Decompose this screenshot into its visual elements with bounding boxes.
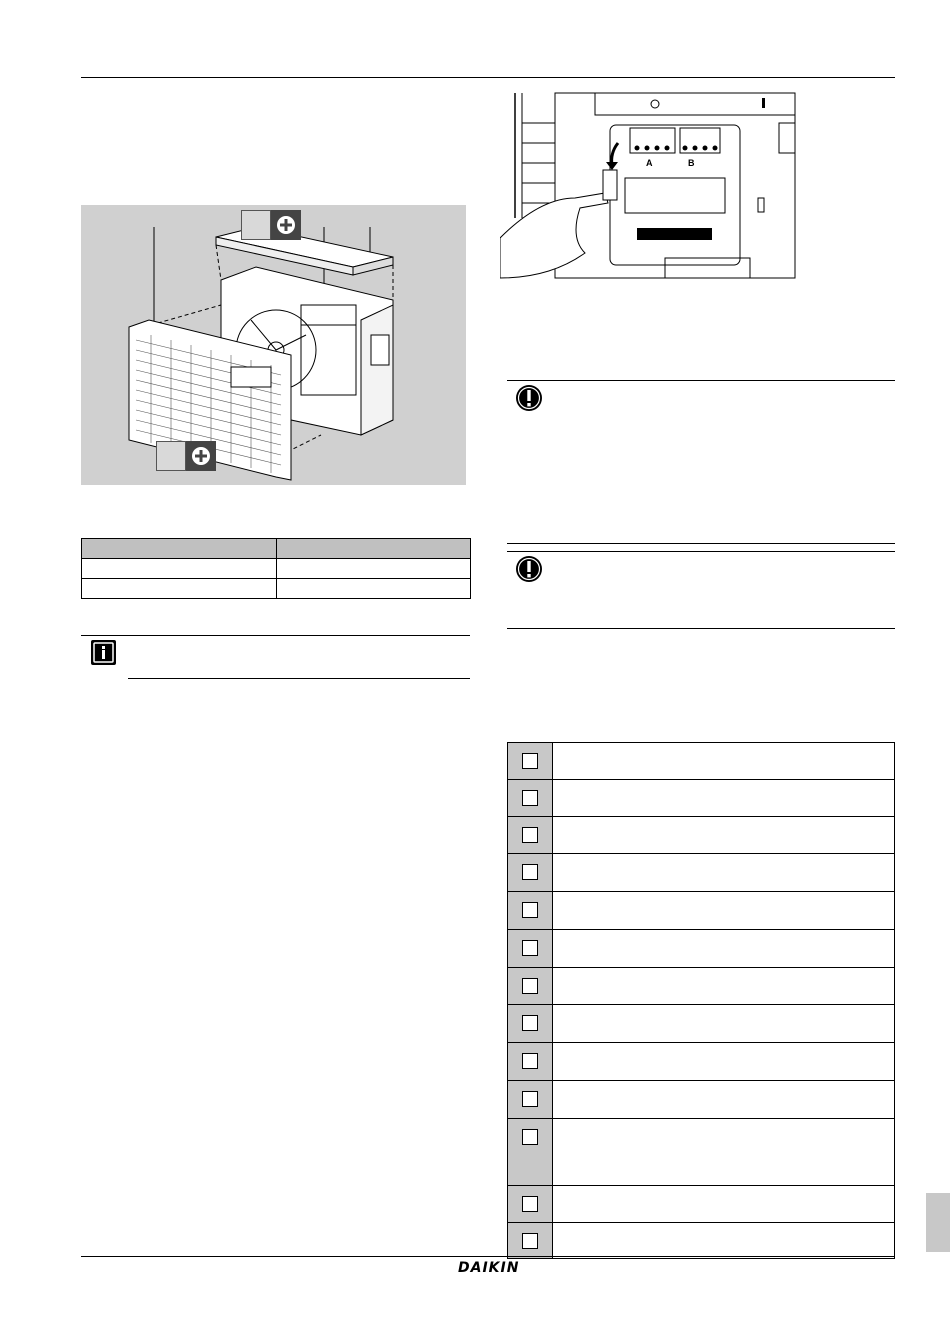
- header-rule: [81, 77, 895, 78]
- terminal-label-a: A: [646, 158, 653, 168]
- spec-table: [81, 538, 471, 599]
- table-cell: [277, 579, 471, 599]
- warning-exclamation-icon: [515, 555, 543, 588]
- checklist-cell: [508, 930, 553, 967]
- checkbox[interactable]: [522, 1196, 538, 1212]
- checklist-row: [508, 1081, 894, 1119]
- checklist-cell: [508, 1119, 553, 1185]
- checkbox[interactable]: [522, 1129, 538, 1145]
- checklist-cell: [508, 968, 553, 1004]
- checklist-text: [553, 743, 894, 779]
- checklist-cell: [508, 854, 553, 891]
- warning-note-2-bottom-rule: [507, 628, 895, 629]
- checklist-row: [508, 1043, 894, 1081]
- outdoor-unit-drawing: [81, 205, 466, 485]
- checkbox[interactable]: [522, 1053, 538, 1069]
- checklist-text: [553, 854, 894, 891]
- chip-blank: [156, 441, 186, 471]
- screw-plus-icon: [271, 210, 301, 240]
- checkbox[interactable]: [522, 790, 538, 806]
- footer-rule: [81, 1256, 895, 1257]
- checklist-cell: [508, 1081, 553, 1118]
- info-note-top-rule: [81, 635, 470, 636]
- checklist-row: [508, 1186, 894, 1223]
- checklist-cell: [508, 1005, 553, 1042]
- checklist-row: [508, 817, 894, 854]
- terminal-label-b: B: [688, 158, 695, 168]
- checkbox[interactable]: [522, 753, 538, 769]
- warning-exclamation-icon: [515, 384, 543, 417]
- checklist-row: [508, 1119, 894, 1186]
- top-plate-screw-chip: [241, 210, 301, 240]
- checkbox[interactable]: [522, 827, 538, 843]
- screw-plus-icon: [186, 441, 216, 471]
- checklist-row: [508, 930, 894, 968]
- table-header-cell: [82, 539, 277, 559]
- checklist-cell: [508, 743, 553, 779]
- checklist-text: [553, 930, 894, 967]
- table-cell: [82, 559, 277, 579]
- table-cell: [82, 579, 277, 599]
- checklist-text: [553, 817, 894, 853]
- checklist-cell: [508, 892, 553, 929]
- checkbox[interactable]: [522, 978, 538, 994]
- checklist-row: [508, 1223, 894, 1258]
- checklist-row: [508, 1005, 894, 1043]
- brand-logo: DAIKIN: [458, 1260, 520, 1276]
- outdoor-unit-exploded-figure: [81, 205, 466, 485]
- checklist-cell: [508, 780, 553, 816]
- checklist-text: [553, 1119, 894, 1185]
- front-plate-screw-chip: [156, 441, 216, 471]
- table-row: [82, 559, 471, 579]
- checklist-text: [553, 1186, 894, 1222]
- checkbox[interactable]: [522, 1233, 538, 1249]
- checklist-cell: [508, 817, 553, 853]
- table-header-row: [82, 539, 471, 559]
- checklist-text: [553, 1081, 894, 1118]
- table-header-cell: [277, 539, 471, 559]
- checkbox[interactable]: [522, 864, 538, 880]
- checklist-text: [553, 1005, 894, 1042]
- table-cell: [277, 559, 471, 579]
- checkbox[interactable]: [522, 902, 538, 918]
- info-note-bottom-rule: [128, 678, 470, 679]
- checklist-cell: [508, 1223, 553, 1258]
- checklist-row: [508, 968, 894, 1005]
- checklist-row: [508, 854, 894, 892]
- checklist-text: [553, 1223, 894, 1258]
- chapter-side-tab: [926, 1193, 950, 1252]
- checklist-text: [553, 968, 894, 1004]
- checklist-cell: [508, 1186, 553, 1222]
- checklist-text: [553, 1043, 894, 1080]
- warning-note-1-bottom-rule: [507, 543, 895, 544]
- checkbox[interactable]: [522, 1015, 538, 1031]
- checkbox[interactable]: [522, 1091, 538, 1107]
- checklist-text: [553, 780, 894, 816]
- checklist-text: [553, 892, 894, 929]
- chip-blank: [241, 210, 271, 240]
- checklist-cell: [508, 1043, 553, 1080]
- checklist-row: [508, 892, 894, 930]
- checklist-table: [507, 742, 895, 1259]
- warning-note-2-top-rule: [507, 551, 895, 552]
- warning-note-1-top-rule: [507, 380, 895, 381]
- table-row: [82, 579, 471, 599]
- checklist-row: [508, 780, 894, 817]
- info-icon: [90, 639, 117, 671]
- wiring-connection-figure: [500, 88, 800, 283]
- checklist-row: [508, 743, 894, 780]
- checkbox[interactable]: [522, 940, 538, 956]
